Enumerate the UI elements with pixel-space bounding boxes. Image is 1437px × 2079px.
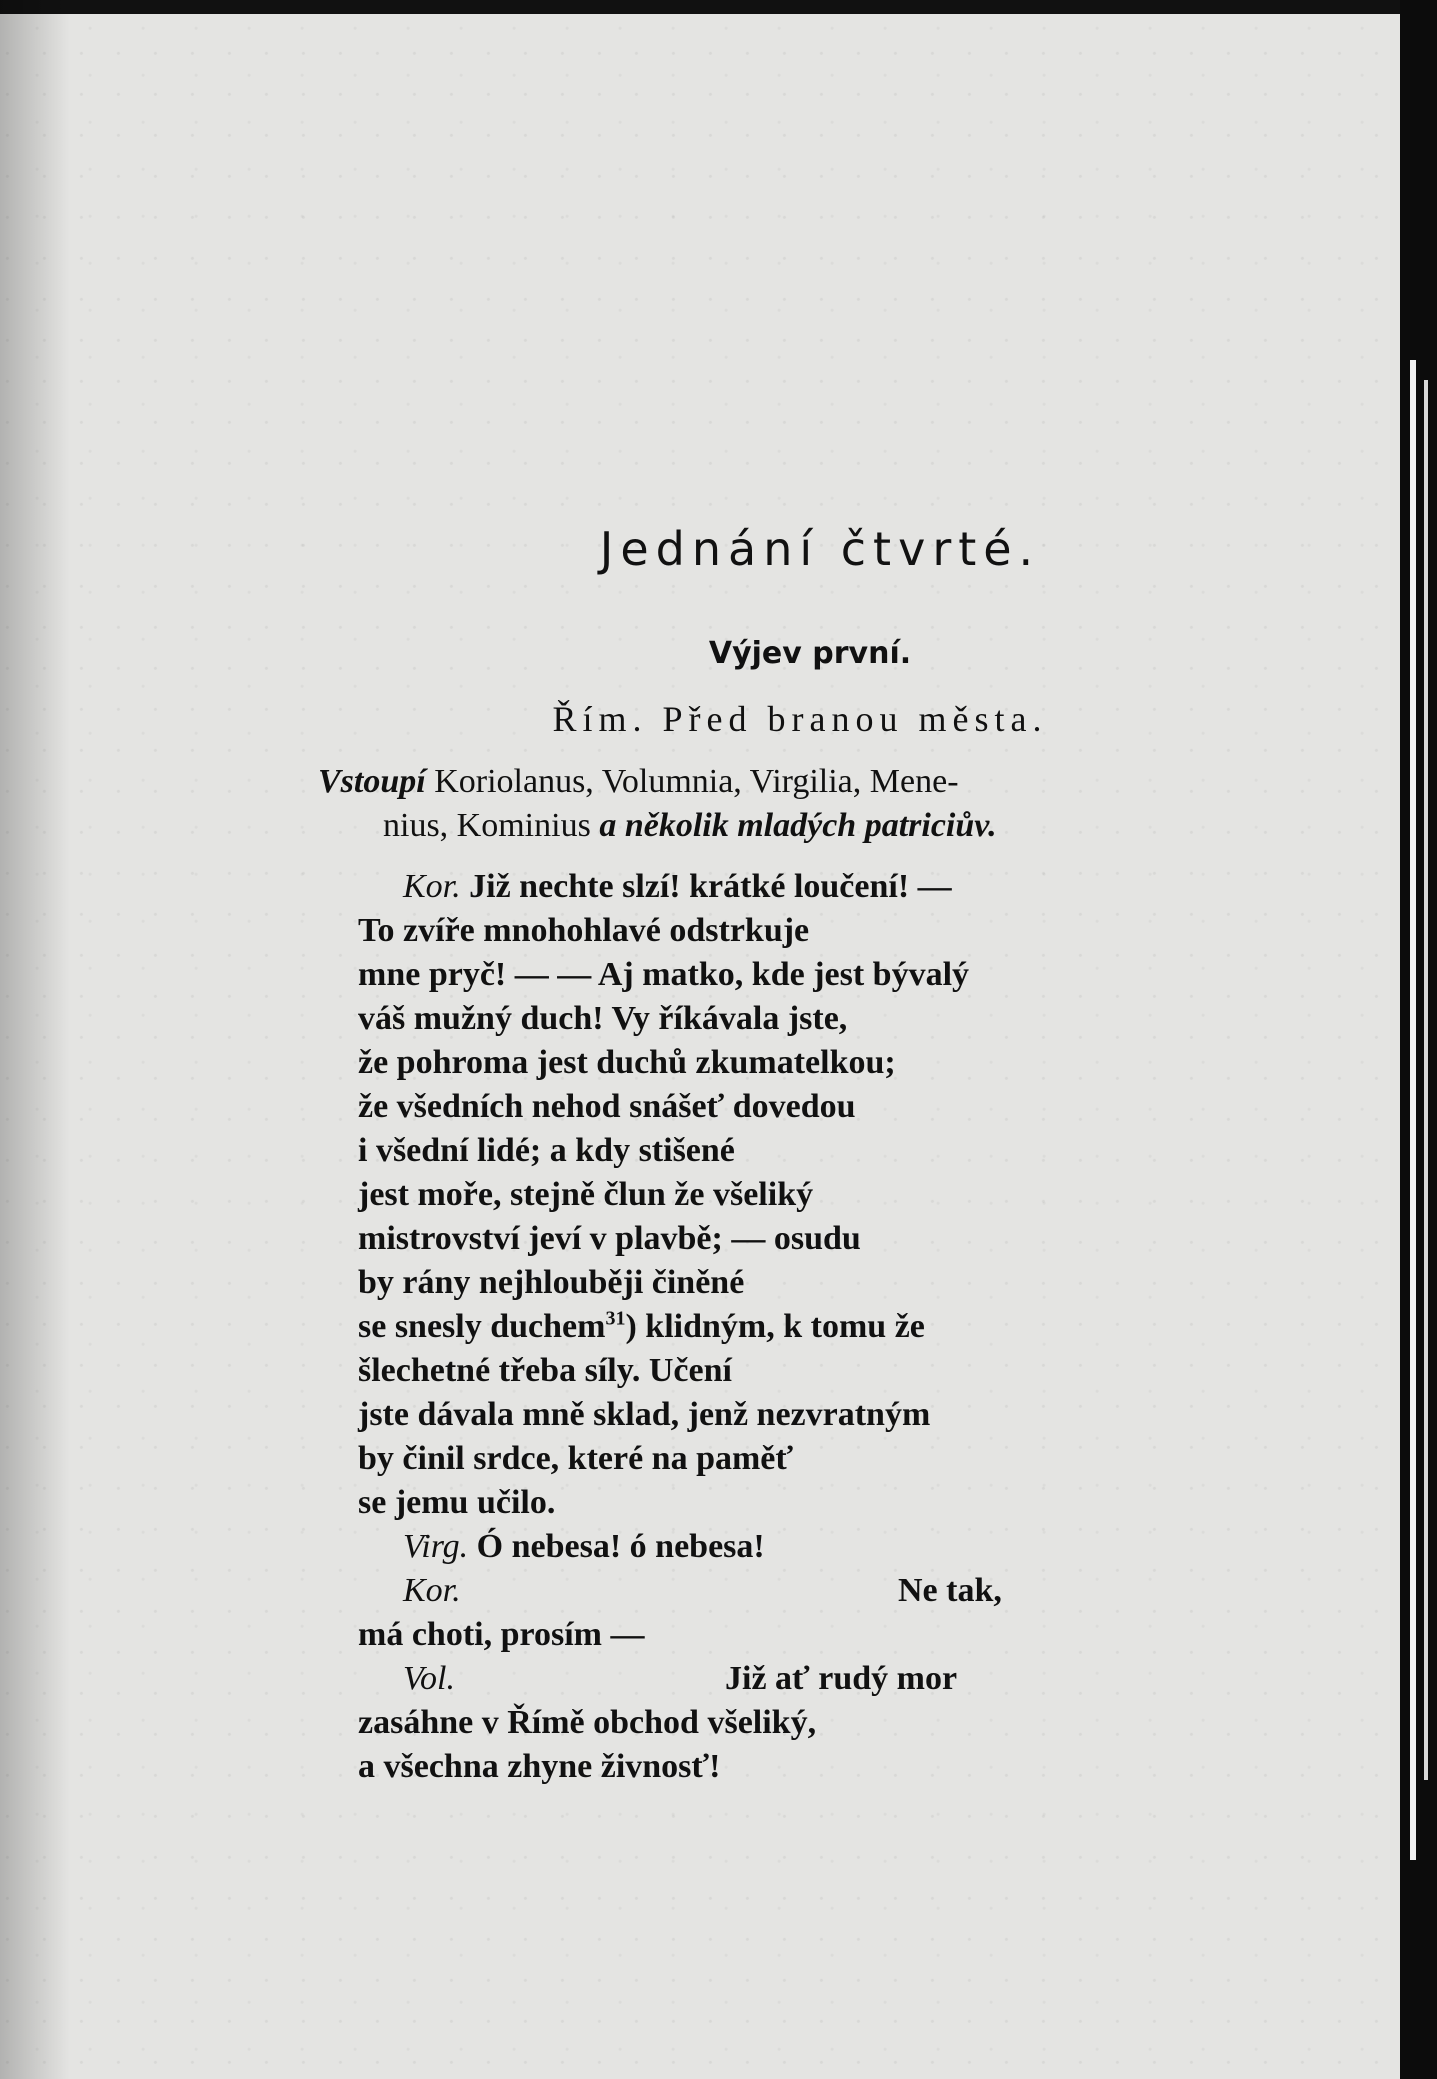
verse-line: šlechetné třeba síly. Učení <box>358 1352 732 1389</box>
verse-line <box>358 865 1258 909</box>
verse-line <box>358 1525 1258 1569</box>
verse-line: zasáhne v Římě obchod všeliký, <box>358 1704 817 1741</box>
stage-direction-tail: a několik mladých patriciův. <box>599 807 997 844</box>
speaker-name: Virg. <box>403 1528 469 1565</box>
verse-line: že všedních nehod snášeť dovedou <box>358 1088 856 1125</box>
verse-line <box>358 1569 1258 1613</box>
verse-text: Ó nebesa! ó nebesa! <box>476 1528 765 1565</box>
verse-line: a všechna zhyne živnosť! <box>358 1748 721 1785</box>
speaker-name: Kor. <box>403 868 461 905</box>
act-title: Jednání čtvrté. <box>599 522 1041 576</box>
speaker-name: Vol. <box>403 1660 455 1697</box>
verse-line: To zvíře mnohohlavé odstrkuje <box>358 912 810 949</box>
spine-edge-highlight <box>1410 360 1416 1860</box>
verse-block <box>358 865 1258 1789</box>
verse-line: mistrovství jeví v plavbě; — osudu <box>358 1220 861 1257</box>
verse-line: by činil srdce, které na paměť <box>358 1440 794 1477</box>
verse-text: se snesly duchem <box>358 1308 606 1345</box>
left-edge-shadow <box>0 0 70 2079</box>
book-spine <box>1400 0 1437 2079</box>
verse-text-right: Již ať rudý mor <box>725 1660 958 1697</box>
stage-direction-names-1: Koriolanus, Volumnia, Virgilia, Mene- <box>434 763 959 800</box>
place-line: Řím. Před branou města. <box>552 699 1048 739</box>
verse-line <box>358 1305 1258 1349</box>
stage-direction <box>318 760 1278 848</box>
verse-line: váš mužný duch! Vy říkávala jste, <box>358 1000 848 1037</box>
verse-line: mne pryč! — — Aj matko, kde jest bývalý <box>358 956 970 993</box>
scene-title: Výjev první. <box>708 636 912 671</box>
verse-line: jste dávala mně sklad, jenž nezvratným <box>358 1396 931 1433</box>
spine-edge-highlight-2 <box>1424 380 1428 1780</box>
verse-text-right: Ne tak, <box>898 1572 1002 1609</box>
verse-line: jest moře, stejně člun že všeliký <box>358 1176 814 1213</box>
verse-line <box>358 1657 1258 1701</box>
footnote-marker: 31 <box>605 1307 626 1330</box>
verse-text-after: ) klidným, k tomu že <box>625 1308 925 1345</box>
verse-text: Již nechte slzí! krátké loučení! — <box>469 868 952 905</box>
verse-line: má choti, prosím — <box>358 1616 645 1653</box>
speaker-name: Kor. <box>403 1572 461 1609</box>
top-edge-shadow <box>0 0 1400 14</box>
verse-line: se jemu učilo. <box>358 1484 556 1521</box>
stage-direction-verb: Vstoupí <box>318 763 426 800</box>
verse-line: že pohroma jest duchů zkumatelkou; <box>358 1044 896 1081</box>
verse-line: by rány nejhlouběji činěné <box>358 1264 745 1301</box>
stage-direction-names-2: nius, Kominius <box>383 807 591 844</box>
verse-line: i všední lidé; a kdy stišené <box>358 1132 735 1169</box>
